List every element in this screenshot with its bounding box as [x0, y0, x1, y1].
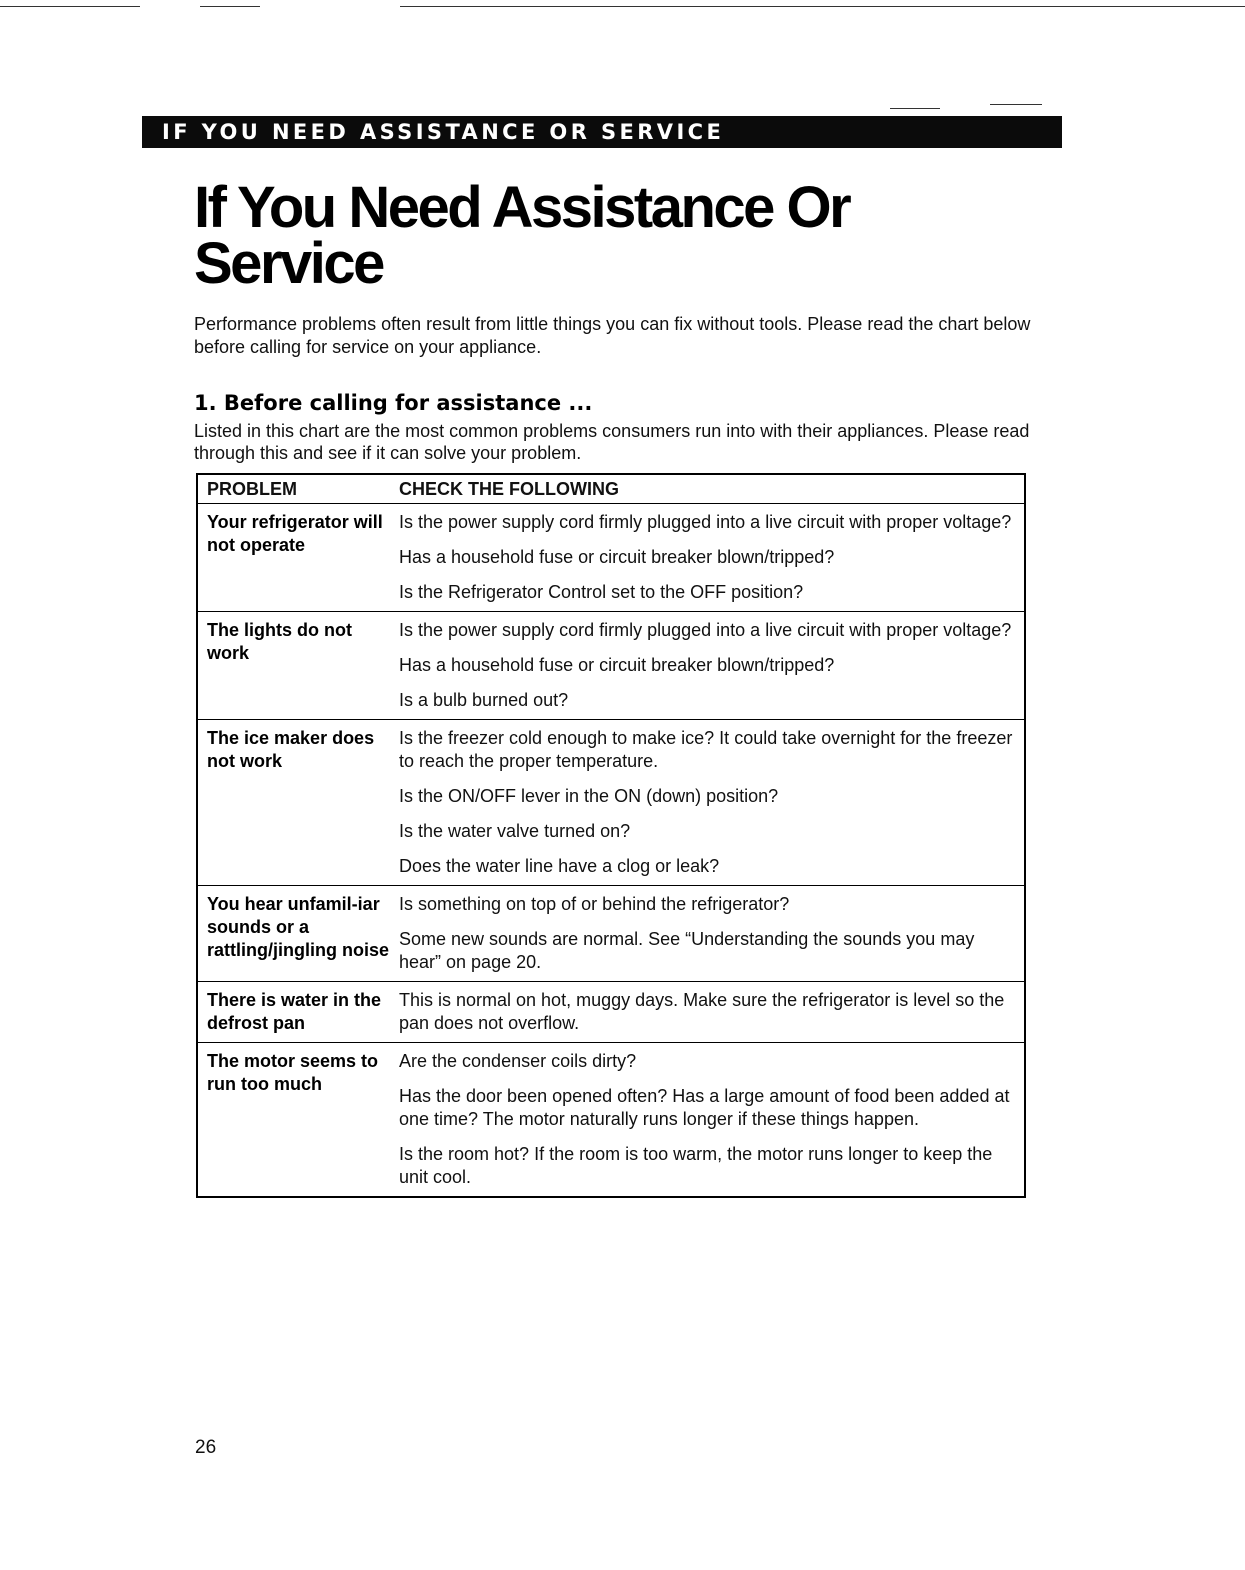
page-title-line1: If You Need Assistance Or — [194, 175, 850, 240]
page-title — [194, 175, 850, 296]
table-row — [197, 612, 1025, 720]
check-item: Has a household fuse or circuit breaker blown/tripped? — [399, 547, 835, 567]
table-row — [197, 720, 1025, 886]
check-item: Has the door been opened often? Has a large amount of food been added at one time? The motor naturally runs longer if these things happen. — [399, 1086, 1010, 1129]
check-item: Is the freezer cold enough to make ice? It could take overnight for the freezer to reach the proper temperature. — [399, 728, 1013, 771]
page-title-line2: Service — [194, 231, 383, 296]
scan-artifact-line — [400, 6, 1245, 7]
scan-artifact-line — [0, 6, 140, 7]
check-item: Is the room hot? If the room is too warm, the motor runs longer to keep the unit cool. — [399, 1144, 993, 1187]
check-item: Some new sounds are normal. See “Understanding the sounds you may hear” on page 20. — [399, 929, 975, 972]
check-cell — [399, 504, 1025, 612]
problem-column-header: PROBLEM — [197, 474, 399, 504]
problem-cell — [197, 1043, 399, 1198]
problem-cell — [197, 886, 399, 982]
check-list — [399, 886, 1016, 981]
check-item: Is the water valve turned on? — [399, 821, 631, 841]
check-item: This is normal on hot, muggy days. Make sure the refrigerator is level so the pan does not overflow. — [399, 990, 1005, 1033]
scan-artifact-line — [200, 6, 260, 7]
table-header-row — [197, 474, 1025, 504]
section-banner: IF YOU NEED ASSISTANCE OR SERVICE — [142, 116, 1062, 148]
check-item: Does the water line have a clog or leak? — [399, 856, 720, 876]
check-cell — [399, 886, 1025, 982]
problem-label: Your refrigerator will not operate — [207, 512, 383, 555]
problem-label: The lights do not work — [207, 620, 352, 663]
problem-label: The ice maker does not work — [207, 728, 375, 771]
troubleshooting-table — [196, 473, 1026, 1198]
problem-cell — [197, 720, 399, 886]
problem-label: The motor seems to run too much — [207, 1051, 379, 1094]
check-item: Has a household fuse or circuit breaker blown/tripped? — [399, 655, 835, 675]
check-cell — [399, 612, 1025, 720]
section-description: Listed in this chart are the most common problems consumers run into with their appliances. Please read through this and see if it can solve your problem. — [194, 421, 1030, 463]
check-item: Are the condenser coils dirty? — [399, 1051, 637, 1071]
check-cell — [399, 720, 1025, 886]
check-cell — [399, 982, 1025, 1043]
check-item: Is the power supply cord firmly plugged into a live circuit with proper voltage? — [399, 620, 1012, 640]
check-list — [399, 504, 1016, 611]
scan-artifact-line — [990, 104, 1042, 105]
check-cell — [399, 1043, 1025, 1198]
check-item: Is something on top of or behind the refrigerator? — [399, 894, 790, 914]
table-row — [197, 504, 1025, 612]
check-list — [399, 1043, 1016, 1196]
problem-cell — [197, 612, 399, 720]
table-row — [197, 886, 1025, 982]
table-row — [197, 982, 1025, 1043]
problem-label: There is water in the defrost pan — [207, 990, 382, 1033]
intro-paragraph: Performance problems often result from little things you can fix without tools. Please read the chart below before calling for service on your appliance. — [194, 314, 1031, 357]
problem-label: You hear unfamil-iar sounds or a rattling/jingling noise — [207, 894, 389, 960]
check-column-header: CHECK THE FOLLOWING — [399, 474, 1025, 504]
problem-cell — [197, 982, 399, 1043]
check-list — [399, 982, 1016, 1042]
check-list — [399, 612, 1016, 719]
check-item: Is the power supply cord firmly plugged into a live circuit with proper voltage? — [399, 512, 1012, 532]
check-item: Is a bulb burned out? — [399, 690, 569, 710]
check-list — [399, 720, 1016, 885]
scan-artifact-line — [890, 108, 940, 109]
check-item: Is the Refrigerator Control set to the OFF position? — [399, 582, 804, 602]
problem-cell — [197, 504, 399, 612]
table-row — [197, 1043, 1025, 1198]
table-body — [197, 504, 1025, 1198]
check-item: Is the ON/OFF lever in the ON (down) position? — [399, 786, 779, 806]
section-heading: 1. Before calling for assistance ... — [194, 391, 593, 415]
page-number: 26 — [195, 1437, 217, 1458]
